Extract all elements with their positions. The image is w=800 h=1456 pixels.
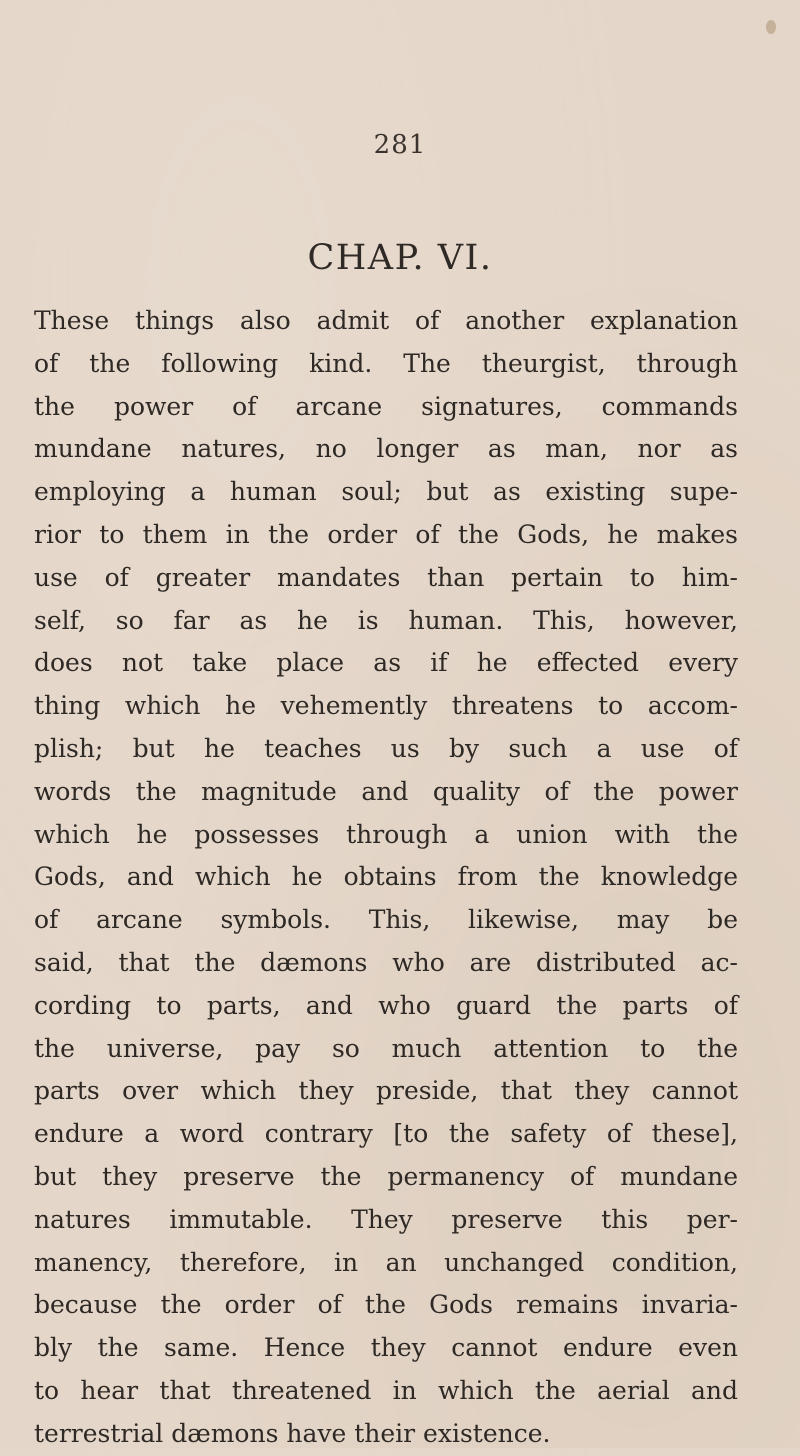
- text-line: said, that the dæmons who are distributed ac-: [34, 947, 738, 977]
- text-line: the universe, pay so much attention to the: [34, 1033, 738, 1063]
- text-line: words the magnitude and quality of the power: [34, 776, 738, 806]
- text-line: does not take place as if he effected every: [34, 648, 738, 678]
- text-line: because the order of the Gods remains invaria-: [34, 1290, 738, 1320]
- text-line: plish; but he teaches us by such a use of: [34, 733, 738, 763]
- text-line: parts over which they preside, that they cannot: [34, 1076, 738, 1106]
- text-line: self, so far as he is human. This, however,: [34, 605, 738, 635]
- text-line: cording to parts, and who guard the parts of: [34, 990, 738, 1020]
- text-line: the power of arcane signatures, commands: [34, 391, 738, 421]
- text-line: which he possesses through a union with the: [34, 819, 738, 849]
- page-number: 281: [373, 130, 427, 160]
- paper-stain: [766, 20, 776, 34]
- text-line: rior to them in the order of the Gods, he makes: [34, 519, 738, 549]
- text-line: of the following kind. The theurgist, through: [34, 348, 738, 378]
- text-line: employing a human soul; but as existing supe-: [34, 477, 738, 507]
- text-line: to hear that threatened in which the aerial and: [34, 1375, 738, 1405]
- text-line: natures immutable. They preserve this per-: [34, 1204, 738, 1234]
- text-line: use of greater mandates than pertain to him-: [34, 562, 738, 592]
- text-line: These things also admit of another explanation: [34, 306, 738, 335]
- text-line: but they preserve the permanency of mundane: [34, 1161, 738, 1191]
- text-line: terrestrial dæmons have their existence.: [34, 1418, 551, 1448]
- text-line: Gods, and which he obtains from the knowledge: [34, 862, 738, 892]
- chapter-heading: CHAP. VI.: [307, 238, 493, 278]
- text-line: manency, therefore, in an unchanged condition,: [34, 1247, 738, 1277]
- text-line: thing which he vehemently threatens to accom-: [34, 691, 738, 721]
- body-text: [34, 300, 738, 1456]
- text-line: endure a word contrary [to the safety of these],: [34, 1119, 738, 1149]
- text-line: bly the same. Hence they cannot endure even: [34, 1333, 738, 1363]
- text-line: mundane natures, no longer as man, nor as: [34, 434, 738, 464]
- text-line: of arcane symbols. This, likewise, may be: [34, 905, 738, 935]
